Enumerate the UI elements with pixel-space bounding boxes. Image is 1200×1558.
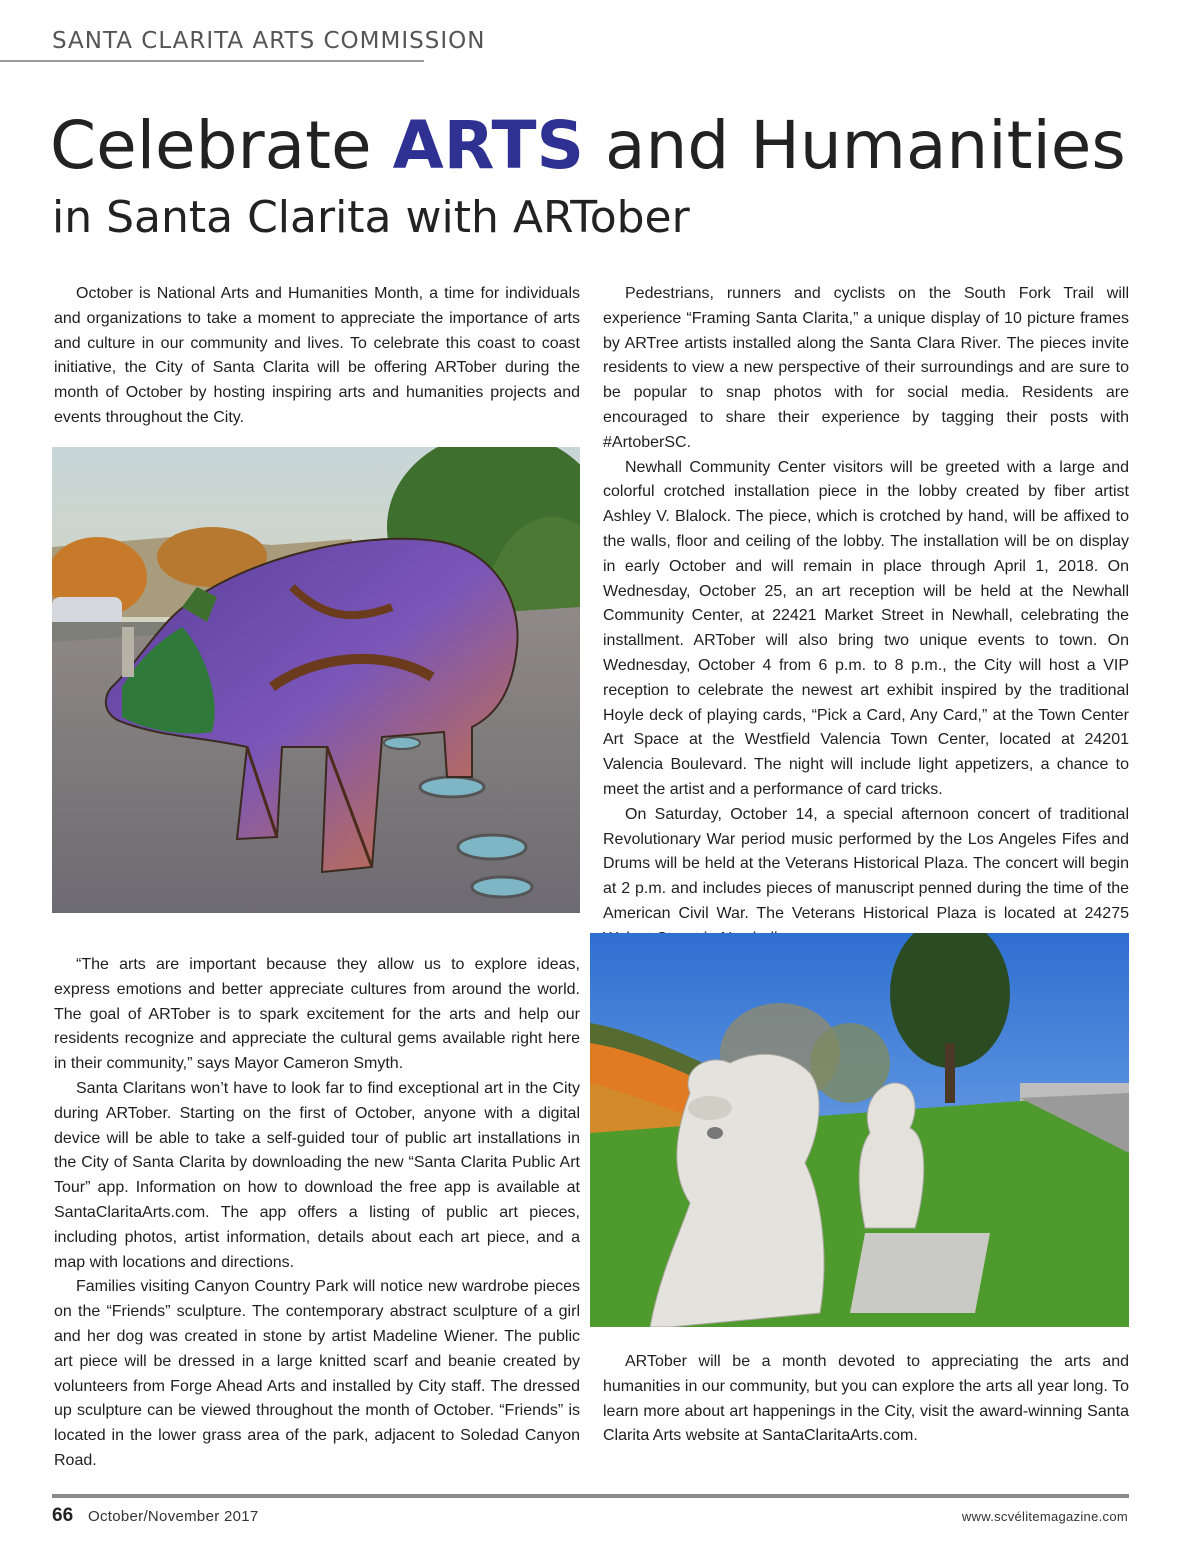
title-suffix: and Humanities xyxy=(584,107,1126,184)
intro-paragraph: October is National Arts and Humanities Month, a time for individuals and organizations to take a moment to appreciate the importance of arts and culture in our community and lives. To celebrate this coast to coast initiative, the City of Santa Clarita will be offering ARTober during the month of October by hosting inspiring arts and humanities projects and events throughout the City. xyxy=(54,285,580,426)
park-sculpture-photo xyxy=(590,933,1129,1327)
website-link[interactable]: www.scvélitemagazine.com xyxy=(961,1509,1128,1524)
art-tour-paragraph: Santa Claritans won’t have to look far to find exceptional art in the City during ARTober. Starting on the first of October, anyone with a digital device will be able to take a self-guided tour of public art installations in the City of Santa Clarita by downloading the new “Santa Clarita Public Art Tour” app. Information on how to download the free app is available at SantaClaritaArts.com. The app offers a listing of public art pieces, including photos, artist information, details about each art piece, and a map with locations and directions. xyxy=(54,1079,580,1271)
mayor-quote-paragraph: “The arts are important because they allow us to explore ideas, express emotions and better appreciate cultures from around the world. The goal of ARTober is to spark excitement for the arts and help our residents recognize and appreciate the cultural gems available right here in their community,” says Mayor Cameron Smyth. xyxy=(54,956,580,1073)
bear-sculpture-photo xyxy=(52,447,580,913)
right-column-top xyxy=(603,282,1129,952)
trail-paragraph: Pedestrians, runners and cyclists on the South Fork Trail will experience “Framing Santa Clarita,” a unique display of 10 picture frames by ARTree artists installed along the Santa Clara River. The pieces invite residents to view a new perspective of their surroundings and are sure to be popular to snap photos with for social media. Residents are encouraged to share their experience by tagging their posts with #ArtoberSC. xyxy=(603,285,1129,451)
concert-paragraph: On Saturday, October 14, a special afternoon concert of traditional Revolutionary War period music performed by the Los Angeles Fifes and Drums will be held at the Veterans Historical Plaza. The concert will begin at 2 p.m. and includes pieces of manuscript penned during the time of the American Civil War. The Veterans Historical Plaza is located at 24275 xyxy=(603,805,1129,922)
footer-divider xyxy=(52,1494,1129,1498)
closing-paragraph: ARTober will be a month devoted to appreciating the arts and humanities in our community, but you can explore the arts all year long. To learn more about art happenings in the City, visit the award-winning Santa Clarita Arts website at SantaClaritaArts.com. xyxy=(603,1353,1129,1445)
section-divider xyxy=(0,60,424,62)
article-title xyxy=(50,106,1126,186)
bear-sculpture-image xyxy=(52,447,580,913)
title-accent: ARTS xyxy=(392,107,585,184)
title-prefix: Celebrate xyxy=(50,107,393,184)
issue-date: October/November 2017 xyxy=(88,1508,259,1525)
section-label: SANTA CLARITA ARTS COMMISSION xyxy=(52,28,486,54)
left-column-top xyxy=(54,282,580,431)
right-column-bottom xyxy=(603,1350,1129,1449)
community-center-paragraph: Newhall Community Center visitors will be greeted with a large and colorful crotched installation piece in the lobby created by fiber artist Ashley V. Blalock. The piece, which is crotched by hand, will be affixed to the walls, floor and ceiling of the lobby. The installation will be on display in early October and will remain in place through April 1, 2018. On Wednesday, October 25, an art reception will be held at the Newhall Community Center, at 22421 Market Street in Newhall, celebrating the installment. ARTober will also bring two unique events to town. On Wednesday, October 4 from 6 p.m. to 8 p.m., the City will host a VIP reception to celebrate the newest art exhibit inspired by the traditional Hoyle deck of playing cards, “Pick a Card, Any Card,” at the Town Center Art Space at the Westfield Valencia Town Center, located at 24201 Valencia Boulevard. The night will include light appetizers, a chance to meet the artist and a performance of card tricks. xyxy=(603,458,1129,798)
article-subtitle: in Santa Clarita with ARTober xyxy=(52,192,690,243)
page-number: 66 xyxy=(52,1505,74,1526)
friends-sculpture-image xyxy=(590,933,1129,1327)
left-column-bottom xyxy=(54,953,580,1474)
friends-sculpture-paragraph: Families visiting Canyon Country Park will notice new wardrobe pieces on the “Friends” sculpture. The contemporary abstract sculpture of a girl and her dog was created in stone by artist Madeline Wiener. The public art piece will be dressed in a large knitted scarf and beanie created by volunteers from Forge Ahead Arts and installed by City staff. The dressed up sculpture can be viewed throughout the month of October. “Friends” is located in the lower grass area of the park, adjacent to Soledad Canyon Road. xyxy=(54,1278,580,1469)
